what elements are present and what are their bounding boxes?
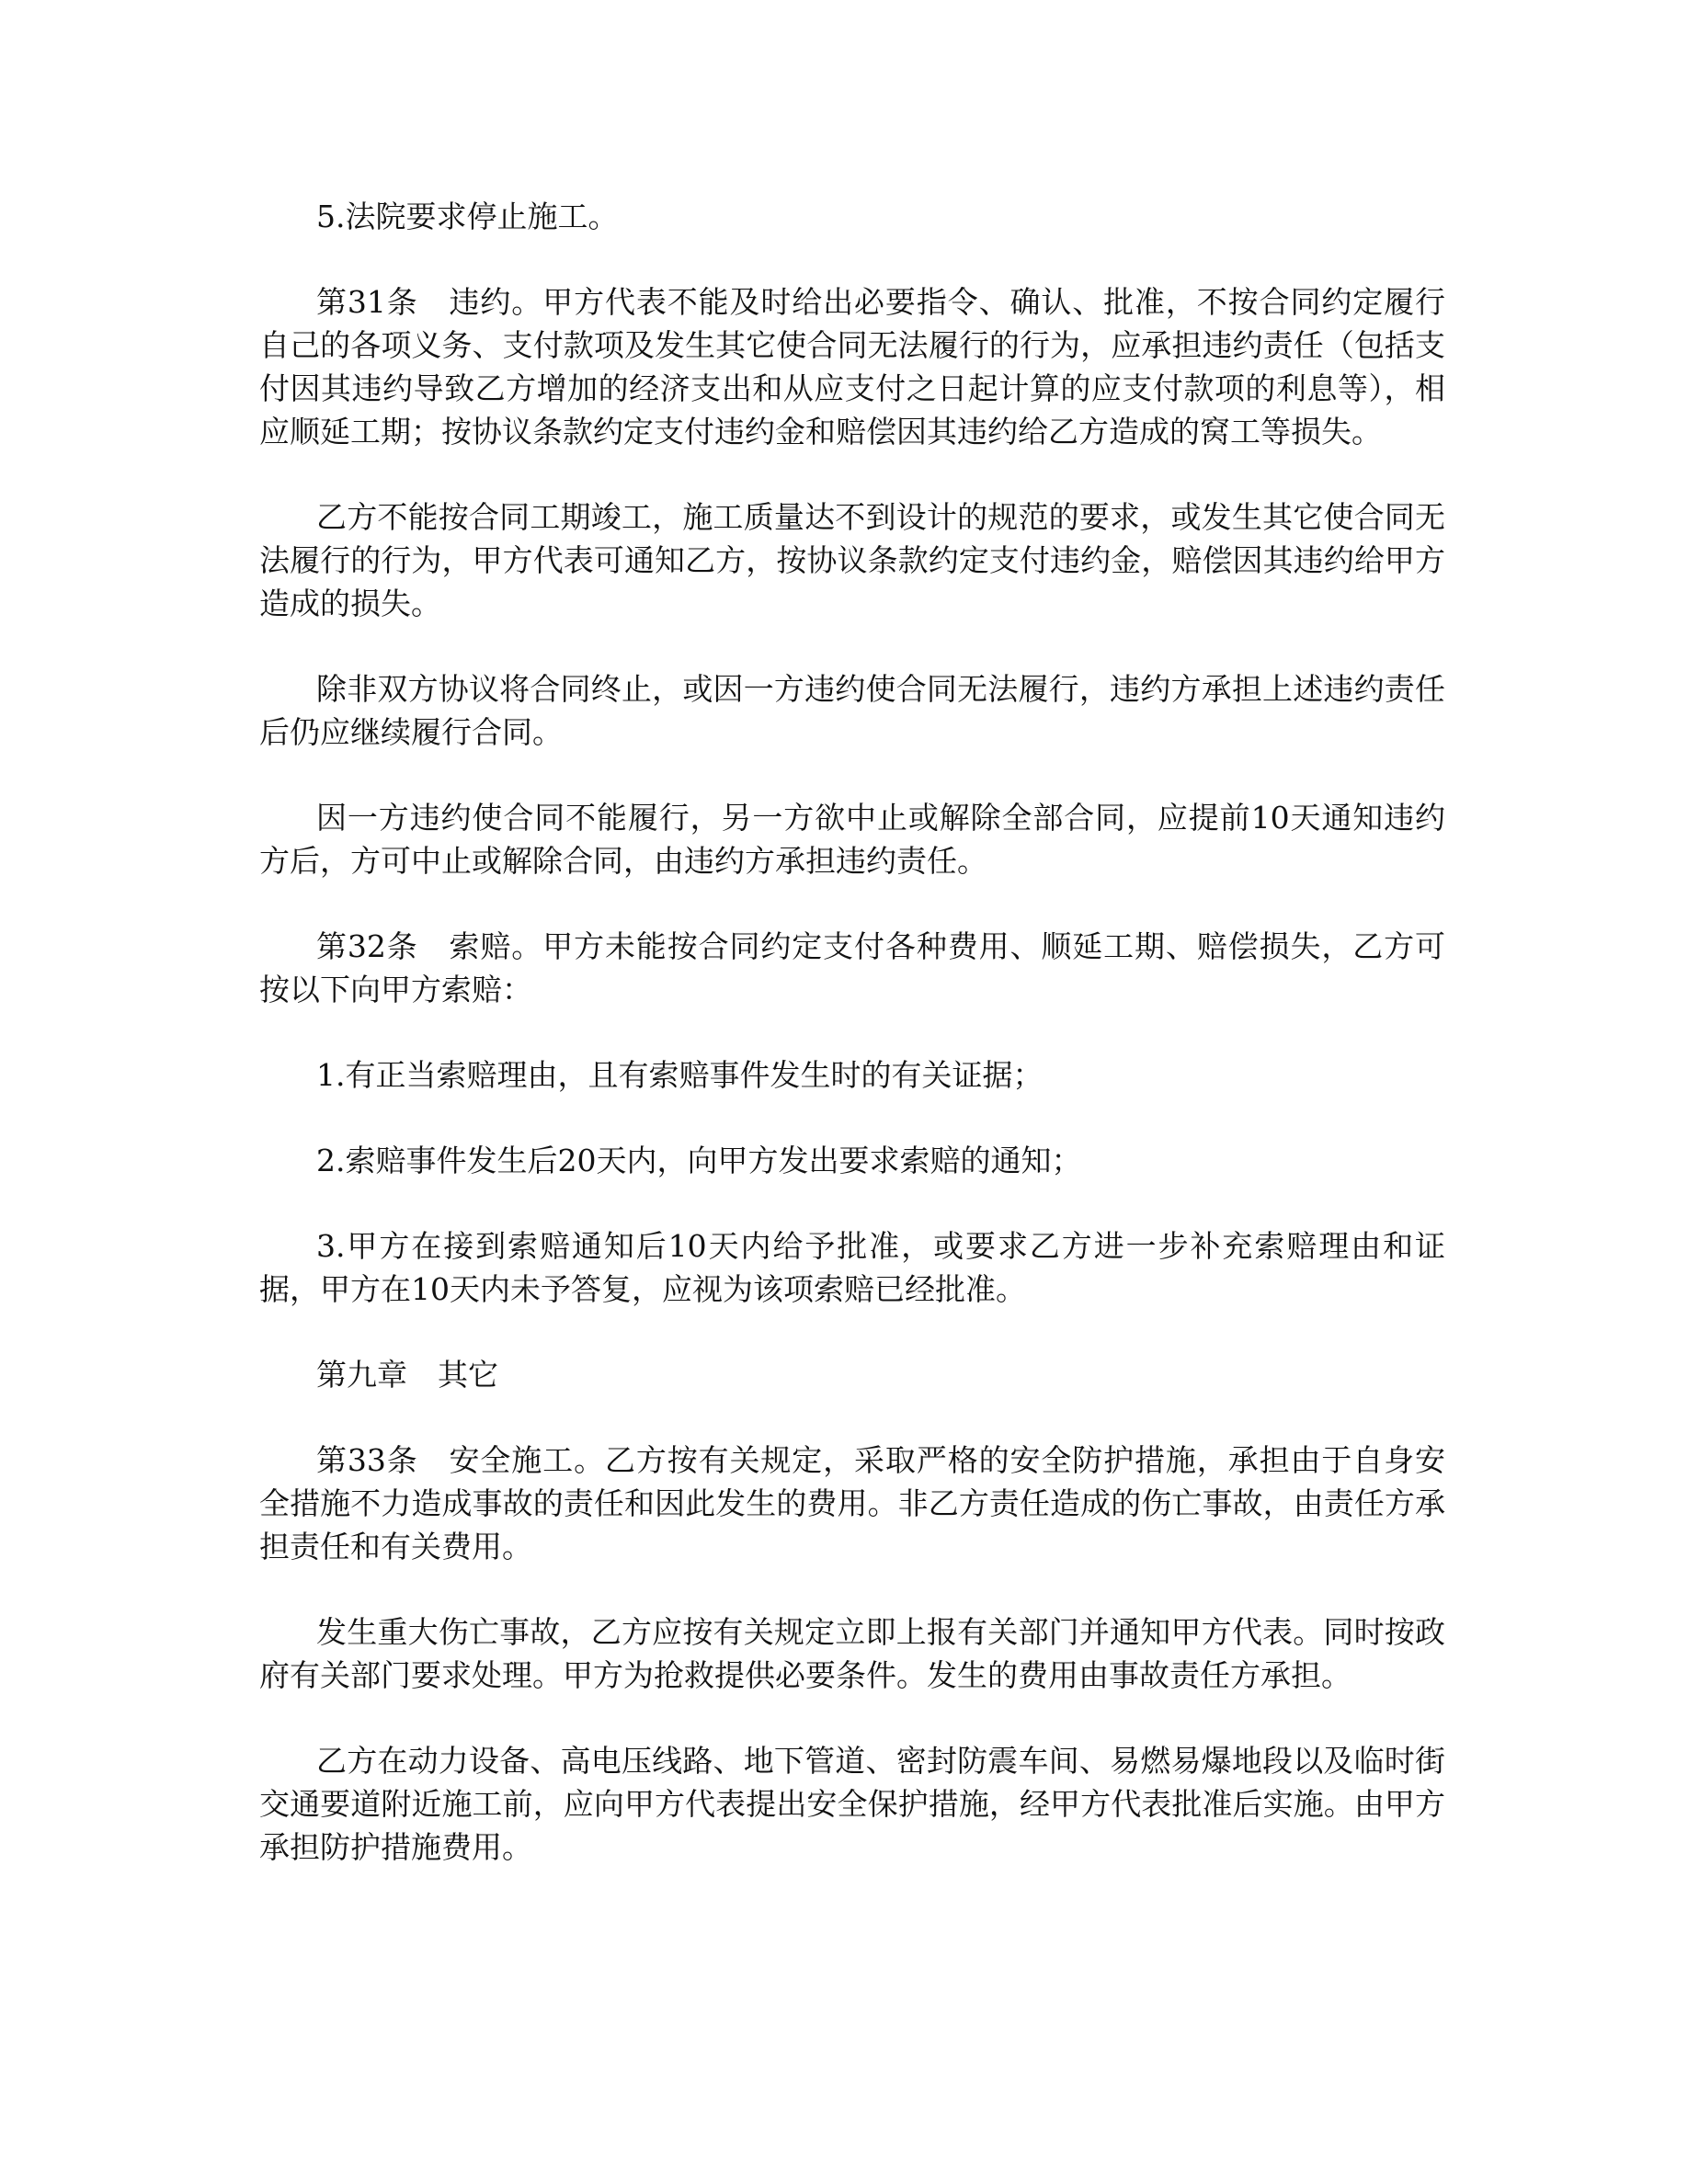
paragraph-item-5: 5.法院要求停止施工。 [316,199,619,234]
chapter-heading-9: 第九章 其它 [316,1357,498,1393]
document-body [259,195,1445,1911]
paragraph-continue-performance: 除非双方协议将合同终止，或因一方违约使合同无法履行，违约方承担上述违约责任后仍应继续履行合同。 [259,671,1445,750]
paragraph-major-accident: 发生重大伤亡事故，乙方应按有关规定立即上报有关部门并通知甲方代表。同时按政府有关部门要求处理。甲方为抢救提供必要条件。发生的费用由事故责任方承担。 [259,1614,1445,1693]
paragraph-party-b-default: 乙方不能按合同工期竣工，施工质量达不到设计的规范的要求，或发生其它使合同无法履行的行为，甲方代表可通知乙方，按协议条款约定支付违约金，赔偿因其违约给甲方造成的损失。 [259,499,1445,621]
paragraph-article-33: 第33条 安全施工。乙方按有关规定，采取严格的安全防护措施，承担由于自身安全措施不力造成事故的责任和因此发生的费用。非乙方责任造成的伤亡事故，由责任方承担责任和有关费用。 [259,1442,1445,1564]
paragraph-article-31: 第31条 违约。甲方代表不能及时给出必要指令、确认、批准，不按合同约定履行自己的各项义务、支付款项及发生其它使合同无法履行的行为，应承担违约责任（包括支付因其违约导致乙方增加的经济支出和从应支付之日起计算的应支付款项的利息等），相应顺延工期；按协议条款约定支付违约金和赔偿因其违约给乙方造成的窝工等损失。 [259,284,1445,449]
paragraph-termination-notice: 因一方违约使合同不能履行，另一方欲中止或解除全部合同，应提前10天通知违约方后，方可中止或解除合同，由违约方承担违约责任。 [259,800,1445,879]
paragraph-claim-3: 3.甲方在接到索赔通知后10天内给予批准，或要求乙方进一步补充索赔理由和证据，甲方在10天内未予答复，应视为该项索赔已经批准。 [259,1228,1445,1307]
paragraph-claim-1: 1.有正当索赔理由，且有索赔事件发生时的有关证据； [316,1057,1044,1093]
paragraph-article-32: 第32条 索赔。甲方未能按合同约定支付各种费用、顺延工期、赔偿损失，乙方可按以下向甲方索赔： [259,928,1445,1007]
paragraph-safety-measures: 乙方在动力设备、高电压线路、地下管道、密封防震车间、易燃易爆地段以及临时街交通要道附近施工前，应向甲方代表提出安全保护措施，经甲方代表批准后实施。由甲方承担防护措施费用。 [259,1743,1445,1865]
paragraph-claim-2: 2.索赔事件发生后20天内，向甲方发出要求索赔的通知； [316,1143,1082,1178]
